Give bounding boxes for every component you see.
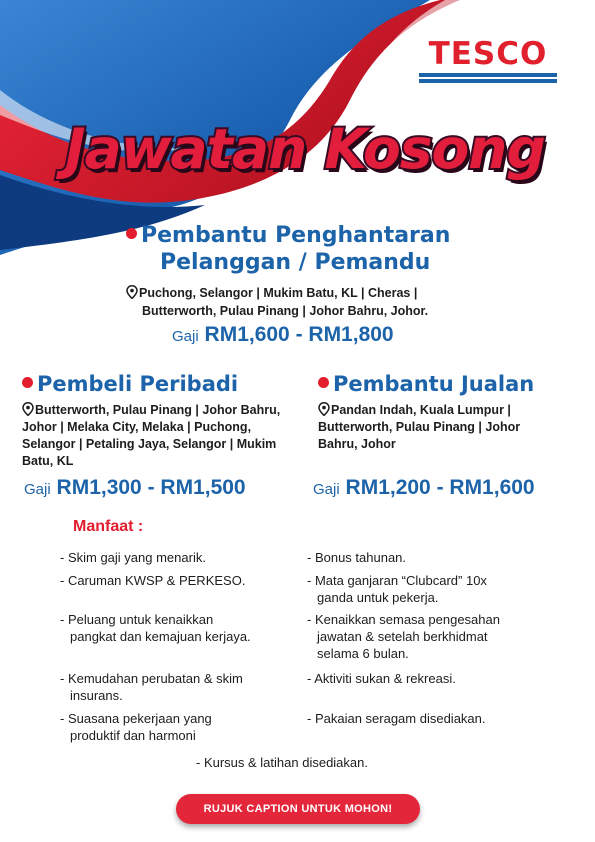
map-pin-icon xyxy=(22,402,34,416)
benefit-item: - Pakaian seragam disediakan. xyxy=(307,711,486,726)
job-title-delivery: Pembantu Penghantaran Pelanggan / Pemandu xyxy=(126,222,486,276)
benefit-item: - Suasana pekerjaan yang produktif dan harmoni xyxy=(60,711,212,743)
benefit-item: - Kemudahan perubatan & skim insurans. xyxy=(60,671,243,703)
red-dot-icon xyxy=(318,377,329,388)
job-location-personal-shopper: Butterworth, Pulau Pinang | Johor Bahru, Johor | Melaka City, Melaka | Puchong, Selangor | Petaling Jaya, Selangor | Mukim Batu, KL xyxy=(22,403,281,468)
job-location-sales-assistant: Pandan Indah, Kuala Lumpur | Butterworth, Pulau Pinang | Johor Bahru, Johor xyxy=(318,403,521,451)
red-dot-icon xyxy=(126,228,137,239)
benefit-item: - Kursus & latihan disediakan. xyxy=(196,755,368,770)
tesco-logo xyxy=(414,38,562,83)
red-dot-icon xyxy=(22,377,33,388)
job-location-delivery: Puchong, Selangor | Mukim Batu, KL | Cheras | Butterworth, Pulau Pinang | Johor Bahru, Johor. xyxy=(126,284,496,320)
headline: Jawatan Kosong xyxy=(65,117,545,181)
benefits-heading: Manfaat : xyxy=(73,518,144,535)
benefit-item: - Mata ganjaran “Clubcard” 10x ganda untuk pekerja. xyxy=(307,573,487,605)
job-title-sales-assistant: Pembantu Jualan xyxy=(318,372,534,396)
benefit-item: - Kenaikkan semasa pengesahan jawatan & setelah berkhidmat selama 6 bulan. xyxy=(307,612,500,661)
map-pin-icon xyxy=(126,285,138,299)
job-title-personal-shopper: Pembeli Peribadi xyxy=(22,372,238,396)
salary-personal-shopper: Gaji RM1,300 - RM1,500 xyxy=(24,476,246,499)
map-pin-icon xyxy=(318,402,330,416)
benefit-item: - Peluang untuk kenaikkan pangkat dan kemajuan kerjaya. xyxy=(60,612,251,644)
salary-delivery: Gaji RM1,600 - RM1,800 xyxy=(172,323,394,346)
benefit-item: - Caruman KWSP & PERKESO. xyxy=(60,573,246,588)
benefit-item: - Aktiviti sukan & rekreasi. xyxy=(307,671,456,686)
apply-caption-button[interactable]: RUJUK CAPTION UNTUK MOHON! xyxy=(176,794,420,824)
benefit-item: - Skim gaji yang menarik. xyxy=(60,550,206,565)
tesco-wordmark: TESCO xyxy=(428,36,548,72)
tesco-stripes xyxy=(414,73,562,83)
benefit-item: - Bonus tahunan. xyxy=(307,550,407,565)
salary-sales-assistant: Gaji RM1,200 - RM1,600 xyxy=(313,476,535,499)
